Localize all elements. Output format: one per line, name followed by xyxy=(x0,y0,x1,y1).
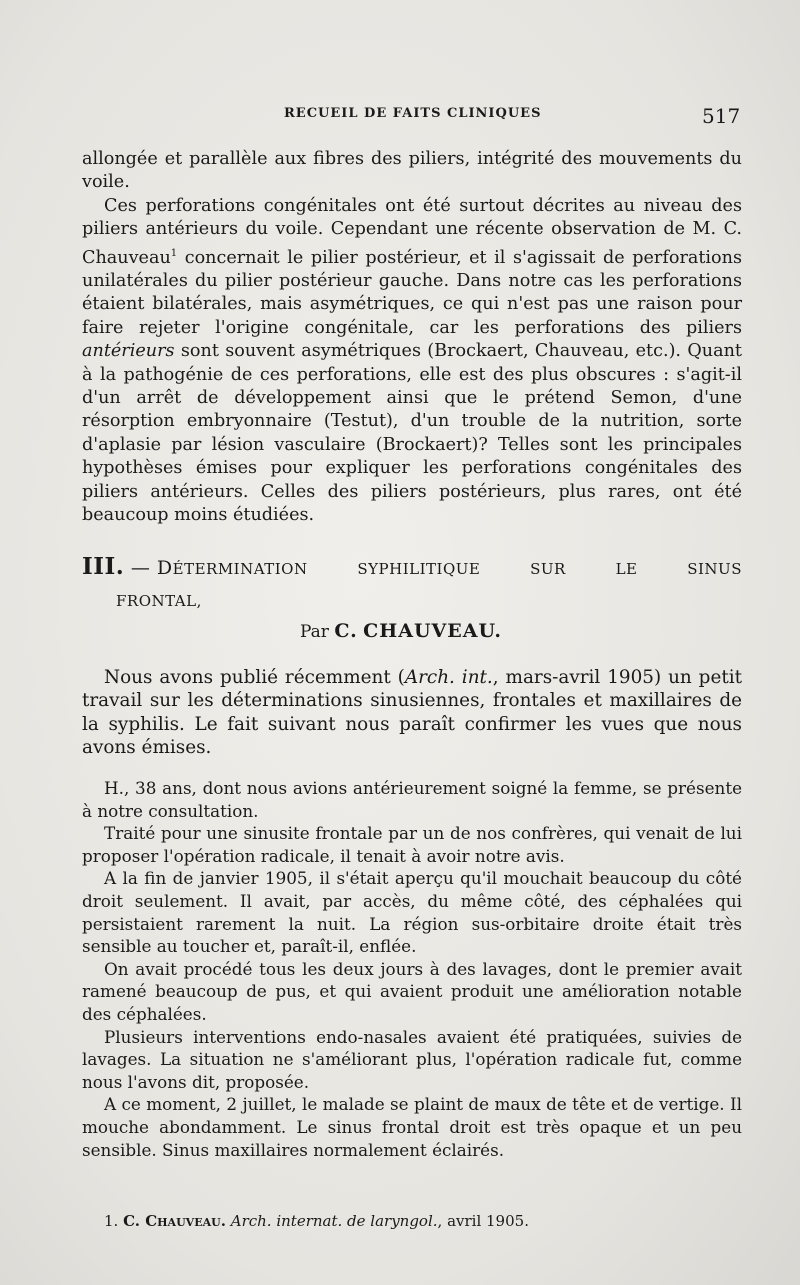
case-paragraph: H., 38 ans, dont nous avions antérieurement soigné la femme, se présente à notre consultation. xyxy=(82,778,742,821)
paragraph xyxy=(82,666,742,760)
section-title-word: SUR xyxy=(530,560,566,578)
case-report xyxy=(82,777,742,1161)
section-number: III. xyxy=(82,553,125,580)
paragraph-text: Nous avons publié récemment ( xyxy=(104,667,405,688)
section-title-line2: FRONTAL, xyxy=(116,592,202,610)
preceding-article-text xyxy=(82,148,742,527)
footnote-journal: Arch. internat. de laryngol. xyxy=(230,1212,438,1230)
footnote-marker: 1 xyxy=(170,247,178,259)
footnote-number: 1. xyxy=(104,1212,119,1230)
section-title-word: LE xyxy=(615,560,638,578)
paragraph-text: , mars-avril 1905) un petit travail sur les déterminations sinusiennes, frontales et maxillaires de la syphilis. Le fait suivant nous paraît confirmer les vues que nous avons émises. xyxy=(82,667,742,759)
footnote-author: C. Chauveau. xyxy=(123,1212,226,1230)
page-number: 517 xyxy=(702,104,741,128)
paragraph-text: Ces perforations congénitales ont été surtout décrites au niveau des piliers antérieurs du voile. Cependant une récente observation de M. C. Chauveau xyxy=(82,195,742,268)
case-paragraph: A ce moment, 2 juillet, le malade se plaint de maux de tête et de vertige. Il mouche abondamment. Le sinus frontal droit est très opaque et un peu sensible. Sinus maxillaires normalement éclairés. xyxy=(82,1094,742,1160)
section-title-initial: D xyxy=(156,557,173,579)
italic-text: antérieurs xyxy=(82,341,175,362)
italic-reference: Arch. int. xyxy=(404,667,493,688)
running-head xyxy=(0,104,800,126)
footnote xyxy=(104,1212,744,1230)
section-dash: — xyxy=(130,557,151,579)
byline-author: CHAUVEAU. xyxy=(363,620,502,642)
section-title-word: SYPHILITIQUE xyxy=(357,560,481,578)
running-title: RECUEIL DE FAITS CLINIQUES xyxy=(284,106,542,121)
section-title-rest: ÉTERMINATION xyxy=(172,560,308,578)
intro-paragraph xyxy=(82,666,742,760)
byline-initial: C. xyxy=(334,620,358,642)
paragraph: allongée et parallèle aux fibres des piliers, intégrité des mouvements du voile. xyxy=(82,149,742,193)
paragraph-text: sont souvent asymétriques (Brockaert, Chauveau, etc.). Quant à la pathogénie de ces perforations, elle est des plus obscures : s'agit-il d'un arrêt de développement ainsi que le prétend Semon, d'une résorption embryonnaire (Testut), d'un trouble de la nutrition, sorte d'aplasie par lésion vasculaire (Brockaert)? Telles sont les principales hypothèses émises pour expliquer les perforations congénitales des piliers antérieurs. Celles des piliers postérieurs, plus rares, ont été beaucoup moins étudiées. xyxy=(82,341,743,525)
paragraph xyxy=(82,195,742,528)
case-paragraph: A la fin de janvier 1905, il s'était aperçu qu'il mouchait beaucoup du côté droit seulement. Il avait, par accès, du même côté, des céphalées qui persistaient rarement la nuit. La région sus-orbitaire droite était très sensible au toucher et, paraît-il, enflée. xyxy=(82,868,742,957)
case-paragraph: Traité pour une sinusite frontale par un de nos confrères, qui venait de lui proposer l'opération radicale, il tenait à avoir notre avis. xyxy=(82,823,742,866)
footnote-date: , avril 1905. xyxy=(437,1212,529,1230)
case-paragraph: Plusieurs interventions endo-nasales avaient été pratiquées, suivies de lavages. La situation ne s'améliorant plus, l'opération radicale fut, comme nous l'avons dit, proposée. xyxy=(82,1026,742,1092)
paragraph-text: concernait le pilier postérieur, et il s'agissait de perforations unilatérales du pilier postérieur gauche. Dans notre cas les perforations étaient bilatérales, mais asymétriques, ce qui n'est pas une raison pour faire rejeter l'origine congénitale, car les perforations des piliers xyxy=(82,247,742,338)
section-heading xyxy=(82,553,742,610)
section-title-word: SINUS xyxy=(687,560,742,578)
byline-par: Par xyxy=(300,622,329,642)
case-paragraph: On avait procédé tous les deux jours à des lavages, dont le premier avait ramené beaucoup de pus, et qui avaient produit une amélioration notable des céphalées. xyxy=(82,958,742,1024)
